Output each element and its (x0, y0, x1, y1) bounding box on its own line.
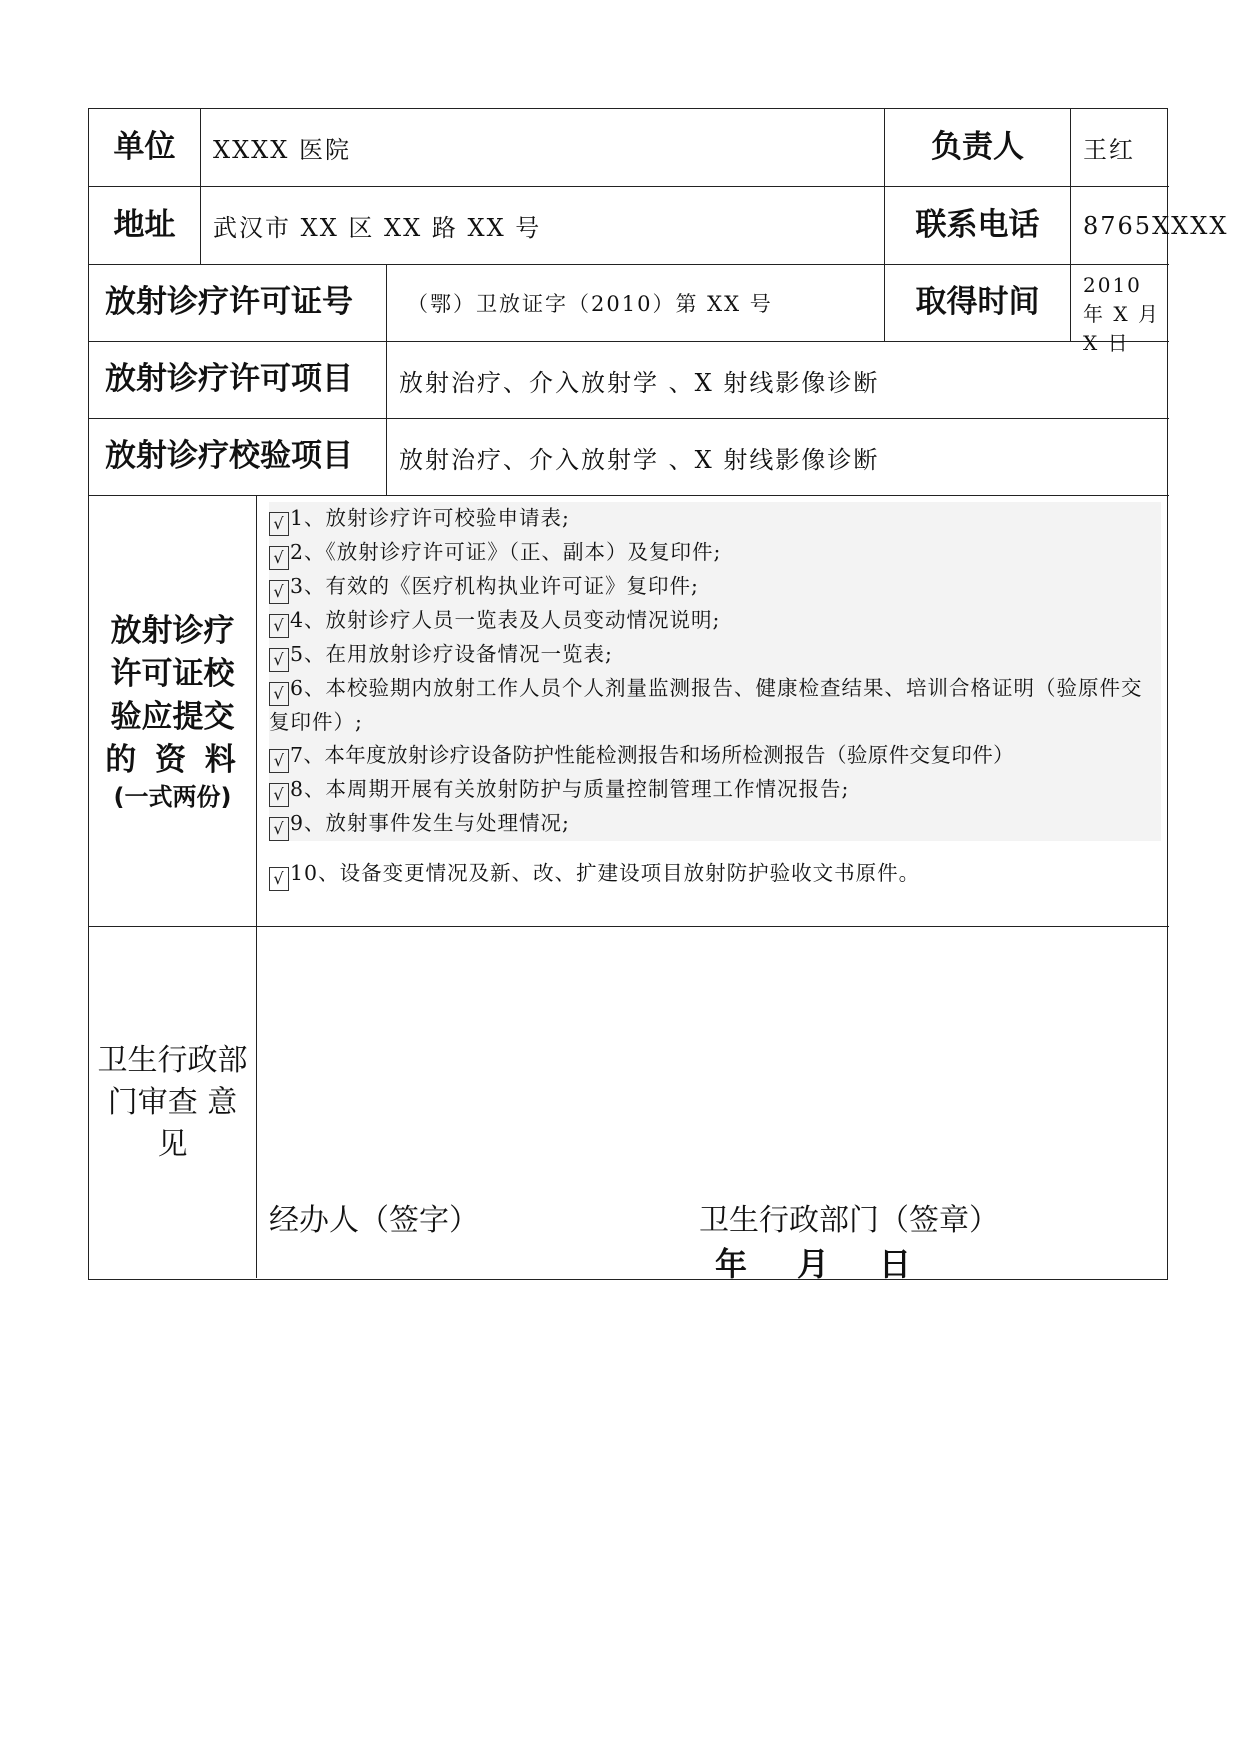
checklist-item (269, 604, 1161, 638)
checklist-item (269, 739, 1161, 773)
person-in-charge-label: 负责人 (885, 109, 1071, 187)
checklist-item-text: 3、有效的《医疗机构执业许可证》复印件; (290, 574, 699, 598)
address-label: 地址 (89, 187, 201, 265)
person-in-charge-value: 王红 (1071, 109, 1169, 187)
materials-label-line: 放射诊疗 (110, 613, 235, 649)
checklist-item (269, 672, 1161, 739)
checklist-item (269, 570, 1161, 604)
checkbox-checked[interactable]: √ (269, 648, 289, 672)
checklist-item (269, 773, 1161, 807)
dept-seal-label: 卫生行政部门（签章） (699, 1203, 999, 1238)
date-day-label: 日 (879, 1245, 912, 1283)
checklist-item (269, 638, 1161, 672)
checkbox-checked[interactable]: √ (269, 512, 289, 536)
checklist-item (269, 502, 1161, 536)
checklist-item-text: 9、放射事件发生与处理情况; (290, 810, 570, 835)
obtain-time-label: 取得时间 (885, 265, 1071, 342)
checkbox-checked[interactable]: √ (269, 580, 289, 604)
checklist-item (269, 857, 1161, 891)
checklist-item-text: 1、放射诊疗许可校验申请表; (290, 506, 570, 530)
review-opinion-label (89, 927, 257, 1278)
materials-label-line: 的 资 料 (105, 742, 240, 778)
phone-label: 联系电话 (885, 187, 1071, 265)
checkbox-checked[interactable]: √ (269, 867, 289, 891)
checkbox-checked[interactable]: √ (269, 682, 289, 706)
license-number-value: （鄂）卫放证字（2010）第 XX 号 (387, 265, 885, 342)
unit-value: XXXX 医院 (201, 109, 885, 187)
license-number-label: 放射诊疗许可证号 (89, 265, 387, 342)
materials-checklist (269, 502, 1161, 891)
address-value: 武汉市 XX 区 XX 路 XX 号 (201, 187, 885, 265)
materials-label-note: (一式两份) (113, 783, 232, 811)
checklist-item (269, 807, 1161, 841)
checklist-item-text: 8、本周期开展有关放射防护与质量控制管理工作情况报告; (290, 776, 850, 801)
checklist-item-text: 10、设备变更情况及新、改、扩建设项目放射防护验收文书原件。 (290, 860, 921, 885)
checkbox-checked[interactable]: √ (269, 749, 289, 773)
checkbox-checked[interactable]: √ (269, 783, 289, 807)
phone-value: 8765XXXX (1071, 187, 1169, 265)
checklist-item (269, 536, 1161, 570)
checklist-item-text: 7、本年度放射诊疗设备防护性能检测报告和场所检测报告（验原件交复印件） (290, 742, 1015, 767)
license-items-value: 放射治疗、介入放射学 、X 射线影像诊断 (387, 342, 1169, 419)
materials-label-line: 许可证校 (110, 656, 235, 692)
date-year-label: 年 (715, 1245, 748, 1283)
review-opinion-area[interactable] (257, 927, 1169, 1283)
checklist-item-text: 6、本校验期内放射工作人员个人剂量监测报告、健康检查结果、培训合格证明（验原件交复印件）; (269, 676, 1143, 734)
checkbox-checked[interactable]: √ (269, 546, 289, 570)
materials-checklist-cell (257, 496, 1169, 927)
materials-label-line: 验应提交 (110, 699, 235, 735)
materials-label (89, 496, 257, 927)
checklist-item-text: 2、《放射诊疗许可证》（正、副本）及复印件; (290, 540, 722, 564)
checkbox-checked[interactable]: √ (269, 817, 289, 841)
checklist-item-text: 5、在用放射诊疗设备情况一览表; (290, 642, 613, 666)
obtain-time-value: 2010 年 X 月 X 日 (1071, 265, 1169, 342)
verify-items-value: 放射治疗、介入放射学 、X 射线影像诊断 (387, 419, 1169, 496)
checklist-item-text: 4、放射诊疗人员一览表及人员变动情况说明; (290, 608, 721, 632)
unit-label: 单位 (89, 109, 201, 187)
verify-items-label: 放射诊疗校验项目 (89, 419, 387, 496)
license-verification-form (88, 108, 1229, 1283)
date-month-label: 月 (797, 1245, 830, 1283)
review-label-line: 见 (157, 1126, 188, 1162)
review-label-line: 卫生行政部 (97, 1042, 248, 1078)
handler-signature-label: 经办人（签字） (269, 1203, 479, 1238)
license-items-label: 放射诊疗许可项目 (89, 342, 387, 419)
review-label-line: 门审查 意 (107, 1084, 238, 1120)
checkbox-checked[interactable]: √ (269, 614, 289, 638)
materials-checklist-shaded (269, 502, 1161, 841)
